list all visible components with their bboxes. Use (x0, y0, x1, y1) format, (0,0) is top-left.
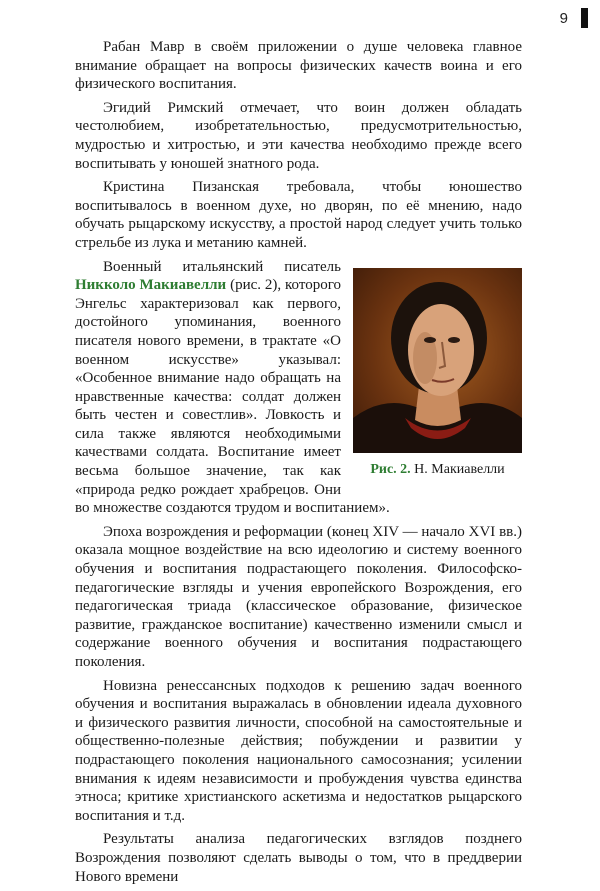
paragraph-late-renaissance: Результаты анализа педагогических взглядов позднего Возрождения позволяют сделать выводы о том, что в преддверии Нового времени (75, 831, 522, 885)
paragraph-christine-pizan: Кристина Пизанская требовала, чтобы юношество воспитывалось в военном духе, но дворян, по её мнению, надо обучать рыцарскому искусству, а простой народ следует учить только стрельбе из лука и метанию камней. (75, 179, 522, 251)
page-number: 9 (559, 10, 568, 27)
paragraph-renaissance-era: Эпоха возрождения и реформации (конец XIV — начало XVI вв.) оказала мощное воздействие на всю идеологию и систему военного обучения и воспитания подрастающего поколения. Философско-педагогические взгляды и учения европейского Возрождения, его педагогическая триада (классическое образование, физическое развитие, гражданское воспитание) качественно изменили смысл и содержание военного обучения и воспитания подрастающего поколения. (75, 523, 522, 670)
figure-machiavelli (353, 268, 522, 480)
figure-label: Рис. 2. (370, 461, 411, 477)
paragraph-raban-maur: Рабан Мавр в своём приложении о душе человека главное внимание обращает на вопросы физических качеств воина и его физического воспитания. (75, 39, 522, 93)
page-edge-marker (581, 8, 588, 28)
body-text (75, 38, 522, 891)
machiavelli-name-highlight: Никколо Макиавелли (75, 277, 227, 294)
paragraph-renaissance-novelty: Новизна ренессансных подходов к решению задач военного обучения и воспитания выражалась в обновлении идеала духовного и физического развития личности, способной на самостоятельные и общественно-полезные действия; побуждении и развитии у подрастающего поколения национального самосознания; усилении внимания к идеям независимости и пробуждения чувства единства этноса; критике христианского аскетизма и недостатков рыцарского воспитания и т.д. (75, 677, 522, 824)
machiavelli-portrait (353, 268, 522, 453)
paragraph-egidius-romanus: Эгидий Римский отмечает, что воин должен обладать честолюбием, изобретательностью, предусмотрительностью, мудростью и хитростью, и эти качества необходимо прежде всего воспитывать у юношей знатного рода. (75, 99, 522, 172)
paragraph-machiavelli-rest: (рис. 2), которого Энгельс характеризовал как первого, достойного упоминания, военного писателя нового времени, в трактате «О военном искусстве» указывал: «Особенное внимание надо обращать на нравственные качества: солдат должен быть честен и совестлив». Ловкость и сила также являются необходимыми качествами солдата. Воспитание имеет весьма большое значение, так как «природа редко рождает храбрецов. Они во множестве создаются трудом и воспитанием». (75, 277, 390, 517)
portrait-image (353, 268, 522, 453)
figure-caption (353, 461, 522, 480)
paragraph-machiavelli-lead: Военный итальянский писатель (103, 258, 341, 275)
figure-caption-text: Н. Макиавелли (414, 461, 505, 477)
